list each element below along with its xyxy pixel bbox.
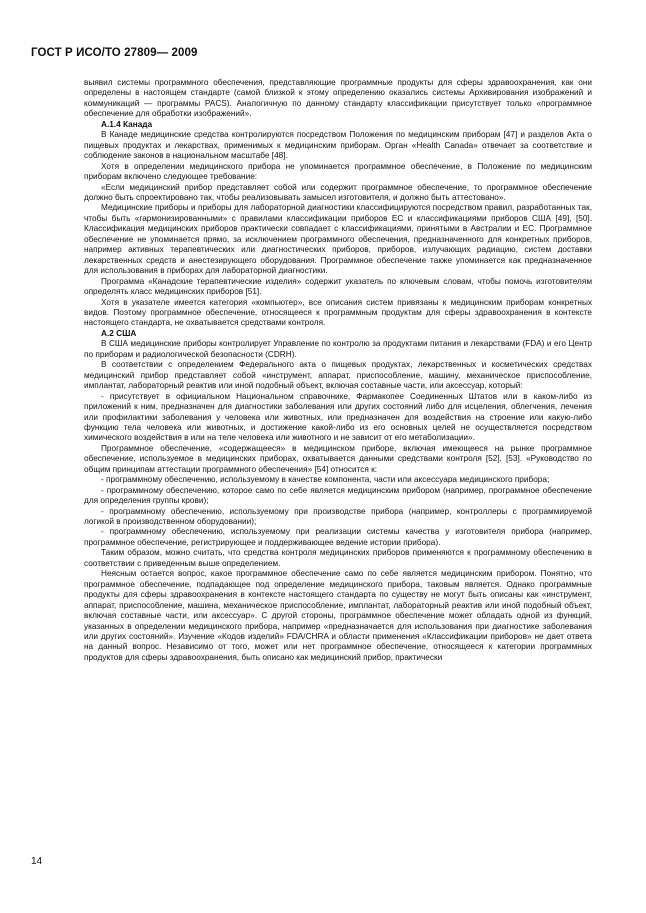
paragraph: Хотя в указателе имеется категория «компьютер», все описания систем привязаны к медицинским приборам конкретных видов. Поэтому программное обеспечение, относящееся к программным продуктам для сферы здравоохранения в контексте настоящего стандарта, не охватывается средствами контроля. <box>84 297 592 328</box>
paragraph: Таким образом, можно считать, что средства контроля медицинских приборов применяются к программному обеспечению в соответствии с приведенным выше определением. <box>84 548 592 568</box>
paragraph: В Канаде медицинские средства контролируются посредством Положения по медицинским приборам [47] и разделов Акта о пищевых продуктах и лекарствах, применимых к медицинским приборам. Орган «Health Canada» отвечает за соответствие и соблюдение законов в национальном масштабе [48]. <box>84 130 592 161</box>
paragraph: Медицинские приборы и приборы для лабораторной диагностики классифицируются посредством правил, разработанных так, чтобы быть «гармонизированными» с правилами классификации приборов ЕС и классификациями приборов США [49], [50]. Классификация медицинских приборов практически совпадает с классификациями, принятыми в Австралии и ЕС. Программное обеспечение не упоминается прямо, за исключением программного обеспечения, предназначенного для конкретных приборов, например активных терапевтических или диагностических приборов, приборов, излучающих радиацию, систем доставки лекарственных средств и анестезирующего оборудования. Программное обеспечение также упоминается как предназначенное для использования в приборах для лабораторной диагностики. <box>84 203 592 276</box>
section-heading: А.2 США <box>101 328 137 338</box>
list-item: - программному обеспечению, используемому при производстве прибора (например, контроллеры с программируемой логикой в производственном оборудовании); <box>84 506 592 527</box>
paragraph: «Если медицинский прибор представляет собой или содержит программное обеспечение, то программное обеспечение должно быть спроектировано так, чтобы реализовывать замысел изготовителя, и должно быть аттестовано». <box>84 182 592 202</box>
paragraph: Неясным остается вопрос, какое программное обеспечение само по себе является медицинским прибором. Понятно, что программное обеспечение, подпадающее под определение медицинского прибора, таковым является. Однако программные продукты для сферы здравоохранения в контексте настоящего стандарта по существу не могут быть описаны как «инструмент, аппарат, приспособление, машина, механическое приспособление, имплантат, лабораторный реактив или иной подобный объект, включая составные части, или аксессуар». С другой стороны, программное обеспечение может обладать одной из функций, указанных в определении медицинского прибора, например «предназначается для использования при диагностике заболевания или других состояний». Изучение «Кодов изделий» FDA/CHRA и области применения «Классификации приборов» не дает ответа на данный вопрос. Независимо от того, может или нет программное обеспечение, относящееся к категории программных продуктов для сферы здравоохранения, быть описано как медицинский прибор, практически <box>84 569 592 662</box>
list-item: - программному обеспечению, используемому при реализации системы качества у изготовителя прибора (например, программное обеспечение, регистрирующее и поддерживающее ведение истории прибора). <box>84 527 592 547</box>
section-heading: А.1.4 Канада <box>101 119 153 129</box>
paragraph: выявил системы программного обеспечения, представляющие программные продукты для сферы здравоохранения, как они определены в настоящем стандарте (самой близкой к этому определению оказались системы Архивирования изображений и коммуникаций — программы PACS). Аналогичную по данному стандарту классификации присутствует только «программное обеспечение для обработки изображений». <box>84 78 592 119</box>
list-item: - программному обеспечению, используемому в качестве компонента, части или аксессуара медицинского прибора; <box>101 475 550 485</box>
paragraph: В США медицинские приборы контролирует Управление по контролю за продуктами питания и лекарствами (FDA) и его Центр по приборам и радиологической безопасности (CDRH). <box>84 339 592 359</box>
paragraph: Программное обеспечение, «содержащееся» в медицинском приборе, включая имеющееся на рынке программное обеспечение, используемое в медицинских приборах, охватывается данными средствами контроля [52], [53]. «Руководство по общим принципам аттестации программного обеспечения» [54] относится к: <box>84 443 592 474</box>
paragraph: - присутствует в официальном Национальном справочнике, Фармакопее Соединенных Штатов или в каком-либо из приложений к ним, предназначен для диагностики заболевания или других состояний либо для исцеления, облегчения, лечения или профилактики заболевания у человека или животных, или предназначен для воздействия на строение или какую-либо функцию тела человека или животных, и достижение какой-либо из его основных целей не осуществляется посредством химического воздействия в или на теле человека или животного и не зависит от его метаболизации». <box>84 391 592 443</box>
paragraph: Программа «Канадские терапевтические изделия» содержит указатель по ключевым словам, чтобы помочь изготовителям определять класс медицинских приборов [51]. <box>84 276 592 297</box>
document-body <box>84 78 592 663</box>
paragraph: В соответствии с определением Федерального акта о пищевых продуктах, лекарственных и косметических средствах медицинский прибор представляет собой «инструмент, аппарат, приспособление, машину, механическое приспособление, имплантат, лабораторный реактив или иной подобный объект, включая составные части, или аксессуар, который: <box>84 360 592 391</box>
paragraph: Хотя в определении медицинского прибора не упоминается программное обеспечение, в Положение по медицинским приборам включено следующее требование: <box>84 161 592 182</box>
list-item: - программному обеспечению, которое само по себе является медицинским прибором (например, программное обеспечение для определения группы крови); <box>84 485 592 506</box>
page-number: 14 <box>31 856 43 867</box>
document-header: ГОСТ Р ИСО/ТО 27809— 2009 <box>31 47 198 59</box>
